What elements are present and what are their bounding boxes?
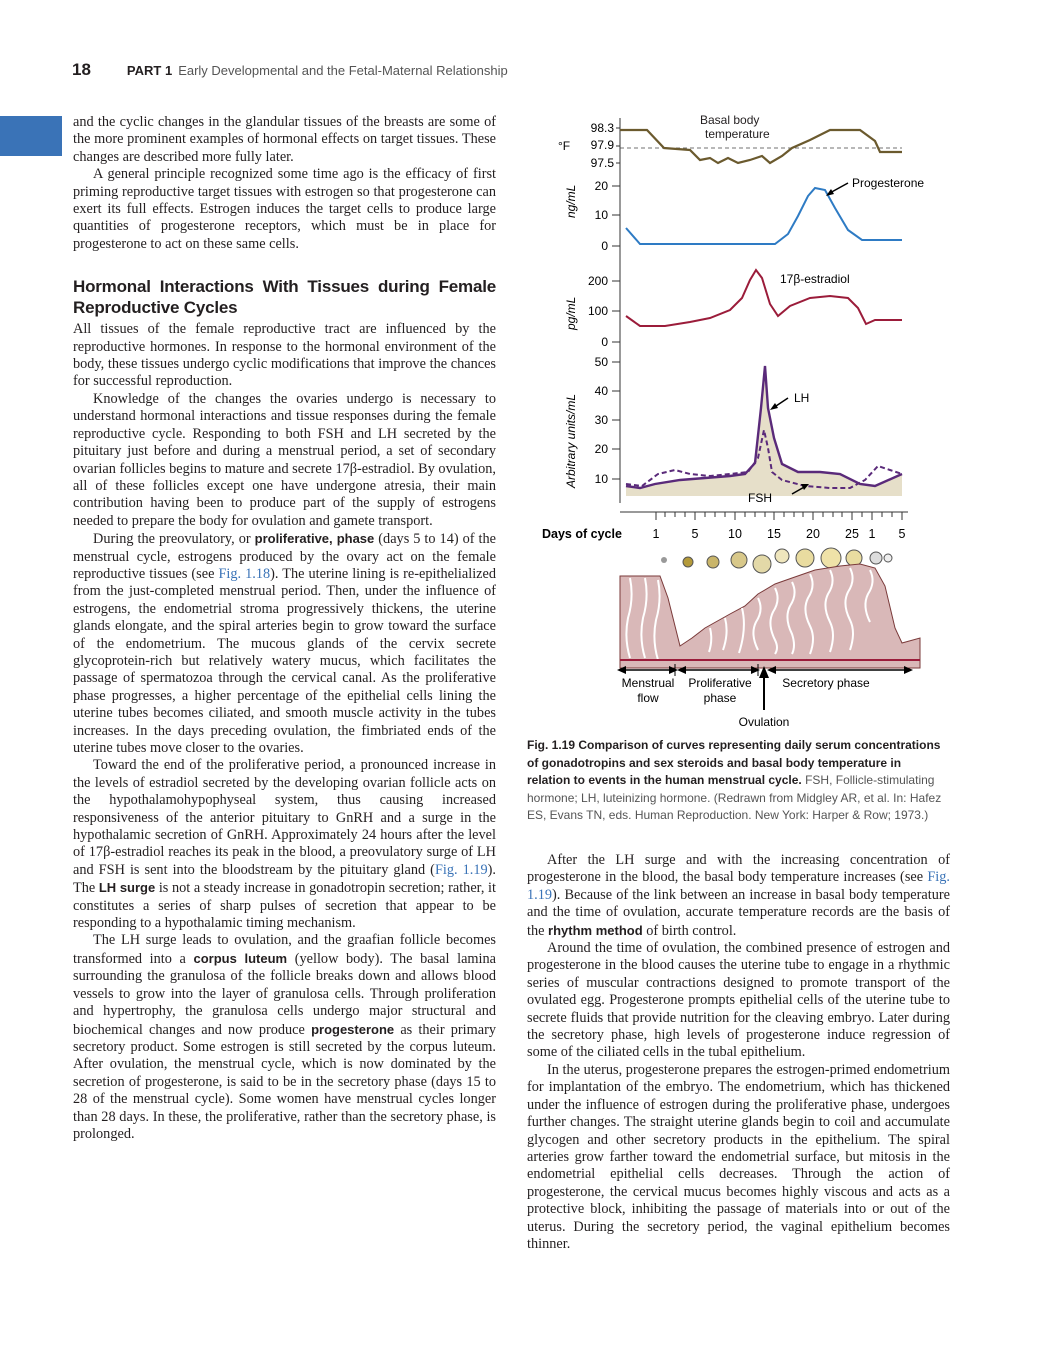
term-proliferative: proliferative, phase bbox=[254, 531, 375, 547]
term-lh-surge: LH surge bbox=[98, 880, 156, 896]
paragraph: During the preovulatory, or proliferative, phase (days 5 to 14) of the menstrual cycle, estrogens produced by the ovary act on the female reproductive tissues (see Fig. 1.18). The uterine lining is re-epithelialized from the just-completed menstrual period. Then, under the influence of estrogens, the endometrial stroma progressively thickens, the uterine glands elongate, and the spiral arteries begin to grow toward the surface of the endometrium. The mucous glands of the cervix secrete glycoprotein-rich but relatively watery mucus, which facilitates the passage of spermatozoa through the cervical canal. As the proliferative phase progresses, a higher percentage of the epithelial cells lining the uterine tubes becomes ciliated, and smooth muscle activity in the tubes increases. In the days preceding ovulation, the fimbriated ends of the uterine tubes move closer to the ovaries. bbox=[73, 531, 497, 756]
phase-proliferative: Proliferative bbox=[688, 676, 752, 690]
day-tick: 5 bbox=[898, 527, 906, 541]
temp-tick: 98.3 bbox=[590, 121, 614, 135]
figure-link[interactable]: Fig. 1.19 bbox=[434, 861, 488, 878]
paragraph: Around the time of ovulation, the combined presence of estrogen and progesterone in the blood causes the uterine tube to engage in a rhythmic series of muscular contractions designed to promote transport of the ovulated egg. Progesterone prompts epithelial cells of the uterine tube to secrete fluids that provide nutrition for the cleaving embryo. Later during the secretory phase, high levels of progesterone induce regression of some of the ciliated cells in the tubal epithelium. bbox=[527, 940, 950, 1061]
days-label: Days of cycle bbox=[542, 527, 622, 541]
phase-menstrual: Menstrual bbox=[621, 676, 675, 690]
right-column bbox=[527, 852, 950, 1253]
pg-unit: pg/mL bbox=[564, 296, 578, 330]
figure-link[interactable]: Fig. 1.18 bbox=[218, 565, 271, 582]
temp-tick: 97.5 bbox=[590, 156, 614, 170]
lh-label: LH bbox=[794, 391, 810, 405]
arb-tick: 30 bbox=[594, 413, 608, 427]
figure-link[interactable]: Fig. 1.19 bbox=[527, 869, 951, 903]
pg-tick: 200 bbox=[587, 274, 608, 288]
paragraph: In the uterus, progesterone prepares the estrogen-primed endometrium for implantation of the embryo. The endometrium, which has thickened under the influence of estrogen during the proliferative phase, undergoes further changes. The straight uterine glands begin to coil and accumulate glycogen and other secretory products in the epithelium. The spiral arteries grow farther toward the endometrial surface, but mitosis in the endometrial epithelial cells decreases. Through the action of progesterone, the cervical mucus becomes highly viscous and acts as a protective block, inhibiting the passage of materials into or out of the uterus. During the secretory period, the vaginal epithelium becomes thinner. bbox=[527, 1061, 950, 1252]
paragraph: A general principle recognized some time ago is the efficacy of first priming reproductive target tissues with estrogen so that progesterone can exert its full effects. Estrogen induces the target cells to produce large quantities of progesterone receptors, which must be in place for progesterone to act on these same cells. bbox=[73, 166, 496, 252]
pg-tick: 100 bbox=[587, 304, 608, 318]
arb-tick: 40 bbox=[594, 384, 608, 398]
term-rhythm-method: rhythm method bbox=[548, 922, 643, 938]
day-tick: 20 bbox=[806, 527, 820, 541]
left-column bbox=[73, 114, 496, 1143]
phase-secretory: Secretory phase bbox=[782, 676, 870, 690]
paragraph: Knowledge of the changes the ovaries undergo is necessary to understand hormonal interactions and tissue responses during the female reproductive cycle. Responding to both FSH and LH secreted by the pituitary just before and during a menstrual period, a set of secondary ovarian follicles begins to mature and secrete 17β-estradiol. By ovulation, all of these follicles except one have undergone atresia, their main contribution having been to produce part of the supply of estrogens needed to prepare the body for ovulation and gamete transport. bbox=[73, 390, 496, 529]
part-label: PART 1 bbox=[126, 63, 173, 78]
temp-unit: °F bbox=[558, 139, 571, 153]
day-tick: 25 bbox=[845, 527, 859, 541]
paragraph: The LH surge leads to ovulation, and the graafian follicle becomes transformed into a corpus luteum (yellow body). The basal lamina surrounding the granulosa of the follicle breaks down and allows blood vessels to grow into the layer of granulosa cells. Through proliferation and hypertrophy, the granulosa cells undergo major structural and biochemical changes and now produce progesterone as their primary secretory product. Some estrogen is still secreted by the corpus luteum. After ovulation, the menstrual cycle, which is now dominated by the secretion of progesterone, is said to be in the secretory phase (days 15 to 28 of the menstrual cycle). Some women have menstrual cycles longer than 28 days. In these, the proliferative, rather than the secretory phase, is prolonged. bbox=[73, 932, 497, 1142]
day-tick: 1 bbox=[868, 527, 876, 541]
fsh-label: FSH bbox=[748, 491, 772, 505]
arb-tick: 20 bbox=[594, 442, 608, 456]
paragraph: After the LH surge and with the increasing concentration of progesterone in the blood, the basal body temperature increases (see Fig. 1.19). Because of the link between an increase in basal body temperature and the time of ovulation, accurate temperature records are the basis of the rhythm method of birth control. bbox=[527, 852, 951, 939]
temp-tick: 97.9 bbox=[590, 138, 614, 152]
endometrium bbox=[620, 564, 920, 668]
phase-proliferative: phase bbox=[703, 691, 737, 705]
term-progesterone: progesterone bbox=[311, 1021, 395, 1037]
ng-tick: 20 bbox=[594, 179, 608, 193]
caption-abbr: FSH, Follicle-stimulating hormone; LH, luteinizing hormone. bbox=[527, 773, 935, 805]
arb-unit: Arbitrary units/mL bbox=[564, 393, 578, 488]
day-tick: 15 bbox=[767, 527, 781, 541]
pg-tick: 0 bbox=[601, 335, 608, 349]
page-number: 18 bbox=[72, 60, 91, 79]
caption-source: (Redrawn from Midgley AR, et al. In: Hafez ES, Evans TN, eds. Human Reproduction. New York: Harper & Row; 1973.) bbox=[527, 790, 942, 823]
estradiol-label: 17β-estradiol bbox=[780, 272, 850, 286]
day-tick: 10 bbox=[728, 527, 742, 541]
figure-caption bbox=[527, 737, 947, 825]
paragraph: Toward the end of the proliferative period, a pronounced increase in the levels of estradiol secreted by the developing ovarian follicle acts on the hypothalamohypophyseal system, thus causing increased responsiveness of the anterior pituitary to GnRH and a surge in the hypothalamic secretion of GnRH. Approximately 24 hours after the level of 17β-estradiol reaches its peak in the blood, a preovulatory surge of LH and FSH is sent into the bloodstream by the pituitary gland (Fig. 1.19). The LH surge is not a steady increase in gonadotropin secretion; rather, it constitutes a series of sharp pulses of secretion that appear to be responding to a hypothalamic timing mechanism. bbox=[73, 757, 496, 932]
section-heading: Hormonal Interactions With Tissues during Female Reproductive Cycles bbox=[73, 277, 496, 318]
day-tick: 1 bbox=[652, 527, 660, 541]
phase-menstrual: flow bbox=[637, 691, 659, 705]
temp-label: Basal body bbox=[700, 113, 760, 127]
ovulation-label: Ovulation bbox=[738, 715, 790, 729]
day-tick-marks bbox=[656, 512, 902, 520]
ng-unit: ng/mL bbox=[564, 184, 578, 218]
day-tick: 5 bbox=[691, 527, 699, 541]
part-title: Early Developmental and the Fetal-Maternal Relationship bbox=[178, 63, 508, 78]
progesterone-label: Progesterone bbox=[852, 176, 925, 190]
chapter-tab bbox=[0, 116, 62, 156]
caption-title: Fig. 1.19 Comparison of curves representing daily serum concentrations of gonadotropins and sex steroids and basal body temperature in relation to events in the human menstrual cycle. bbox=[527, 738, 941, 788]
arb-tick: 50 bbox=[594, 355, 608, 369]
arb-tick: 10 bbox=[594, 472, 608, 486]
paragraph: and the cyclic changes in the glandular tissues of the breasts are some of the more prominent examples of hormonal effects on target tissues. These changes are described more fully later. bbox=[73, 114, 496, 165]
figure-1-19 bbox=[530, 108, 930, 733]
term-corpus-luteum: corpus luteum bbox=[193, 950, 288, 966]
ng-tick: 0 bbox=[601, 239, 608, 253]
running-header bbox=[72, 60, 508, 80]
temp-label: temperature bbox=[705, 127, 770, 141]
paragraph: All tissues of the female reproductive tract are influenced by the reproductive hormones. In response to the hormonal environment of the body, these tissues undergo cyclic modifications that improve the chances for successful reproduction. bbox=[73, 321, 496, 390]
ng-tick: 10 bbox=[594, 208, 608, 222]
